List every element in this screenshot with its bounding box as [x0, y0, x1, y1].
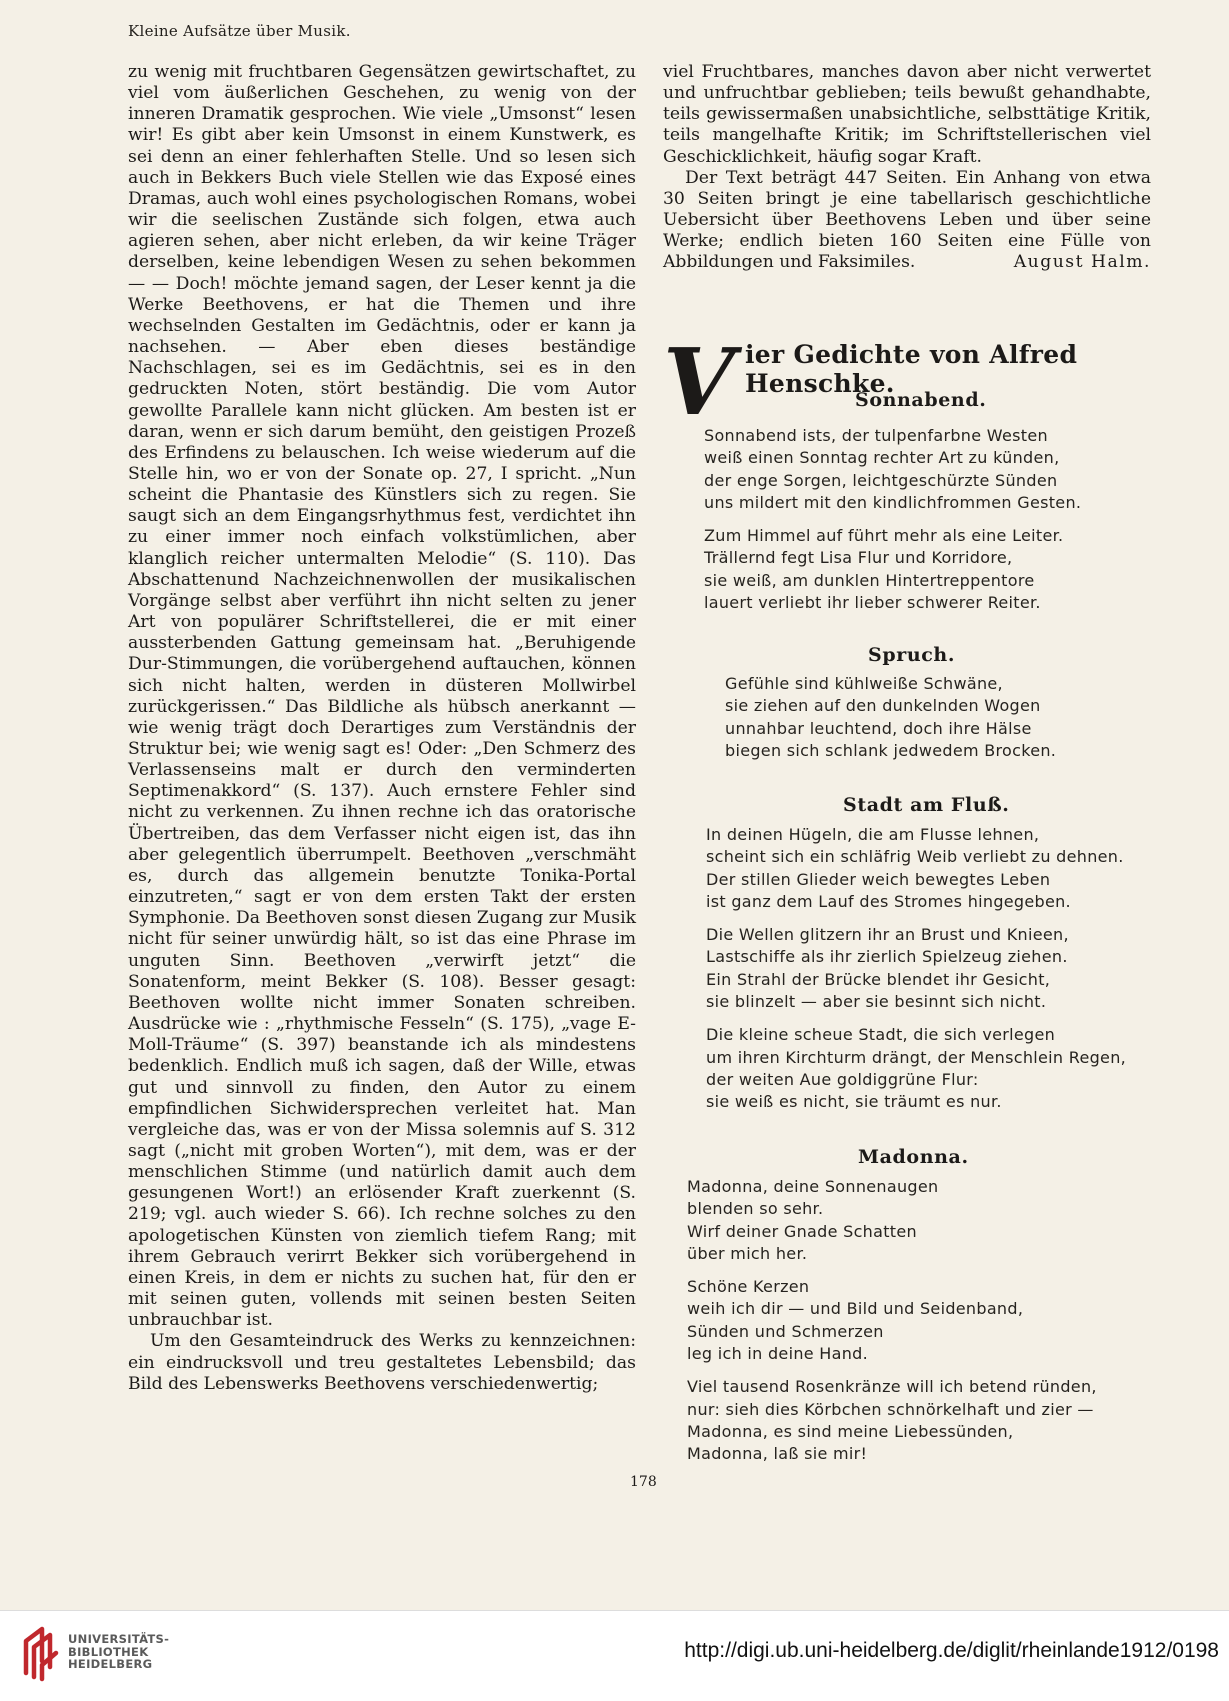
verse-line: sie weiß es nicht, sie träumt es nur.	[706, 1092, 1002, 1112]
verse-line: Trällernd fegt Lisa Flur und Korridore,	[704, 548, 1013, 568]
verse-line: In deinen Hügeln, die am Flusse lehnen,	[706, 825, 1040, 844]
review-signature: August Halm.	[1013, 252, 1151, 273]
verse-line: scheint sich ein schläfrig Weib verliebt zu dehnen.	[706, 847, 1124, 867]
library-name-line: BIBLIOTHEK	[68, 1644, 149, 1659]
verse-line: Die Wellen glitzern ihr an Brust und Knieen,	[706, 925, 1069, 945]
stanza	[687, 1376, 1097, 1465]
left-column	[128, 62, 636, 1395]
verse-line: über mich her.	[687, 1243, 808, 1263]
verse-line: sie blinzelt — aber sie besinnt sich nicht.	[706, 992, 1047, 1012]
verse-line: Zum Himmel auf führt mehr als eine Leiter.	[704, 526, 1064, 546]
review-paragraph-1: viel Fruchtbares, manches davon aber nicht verwertet und unfruchtbar geblieben; teils bewußt gehandhabte, teils gewissermaßen unabsichtliche, selbsttätige Kritik, teils mangelhafte Kritik; im Schriftstellerischen viel Geschicklichkeit, häufig sogar Kraft.	[663, 62, 1151, 167]
poem-title-stadt-am-fluss: Stadt am Fluß.	[843, 794, 1010, 816]
verse-line: biegen sich schlank jedwedem Brocken.	[725, 740, 1057, 760]
running-head: Kleine Aufsätze über Musik.	[128, 22, 351, 40]
stanza	[687, 1176, 1097, 1265]
verse-line: der enge Sorgen, leichtgeschürzte Sünden	[704, 470, 1058, 490]
stanza	[704, 525, 1081, 614]
verse-line: Madonna, es sind meine Liebessünden,	[687, 1421, 1014, 1441]
verse-line: leg ich in deine Hand.	[687, 1344, 869, 1364]
stanza	[704, 425, 1081, 514]
verse-line: Wirf deiner Gnade Schatten	[687, 1221, 917, 1241]
verse-line: Lastschiffe als ihr zierlich Spielzeug ziehen.	[706, 947, 1068, 967]
verse-line: nur: sieh dies Körbchen schnörkelhaft und zier —	[687, 1399, 1094, 1419]
verse-line: sie ziehen auf den dunkelnden Wogen	[725, 696, 1041, 716]
page-number: 178	[630, 1474, 657, 1490]
stanza	[687, 1276, 1097, 1365]
verse-line: Der stillen Glieder weich bewegtes Leben	[706, 869, 1051, 889]
verse-line: Madonna, deine Sonnenaugen	[687, 1177, 939, 1196]
library-logo-icon	[20, 1621, 60, 1683]
poem-title-spruch: Spruch.	[868, 644, 956, 666]
verse-line: um ihren Kirchturm drängt, der Menschlein Regen,	[706, 1047, 1127, 1067]
library-name	[68, 1633, 169, 1671]
poem-stadt-am-fluss	[706, 824, 1126, 1125]
poem-spruch	[725, 673, 1056, 773]
review-paragraph-2-text: Der Text beträgt 447 Seiten. Ein Anhang von etwa 30 Seiten bringt je eine tabellarisch geschichtliche Uebersicht über Beethovens Leben und über seine Werke; endlich bieten 160 Seiten eine Fülle von Abbildungen und Faksimiles.	[663, 167, 1151, 273]
verse-line: Sonnabend ists, der tulpenfarbne Westen	[704, 426, 1048, 445]
verse-line: blenden so sehr.	[687, 1199, 824, 1219]
poem-madonna	[687, 1176, 1097, 1477]
digitization-footer	[0, 1610, 1229, 1701]
verse-line: weih ich dir — und Bild und Seidenband,	[687, 1299, 1024, 1319]
verse-line: lauert verliebt ihr lieber schwerer Reiter.	[704, 593, 1041, 613]
verse-line: Schöne Kerzen	[687, 1277, 810, 1297]
poem-title-madonna: Madonna.	[858, 1146, 969, 1168]
verse-line: der weiten Aue goldiggrüne Flur:	[706, 1069, 979, 1089]
stanza	[706, 924, 1126, 1013]
verse-line: unnahbar leuchtend, doch ihre Hälse	[725, 718, 1032, 738]
permalink-url[interactable]: http://digi.ub.uni-heidelberg.de/diglit/rheinlande1912/0198	[684, 1639, 1219, 1662]
library-name-line: HEIDELBERG	[68, 1657, 153, 1672]
review-continuation	[663, 62, 1151, 274]
verse-line: Sünden und Schmerzen	[687, 1321, 884, 1341]
verse-line: Madonna, laß sie mir!	[687, 1444, 868, 1464]
drop-cap: V	[663, 328, 735, 436]
verse-line: Ein Strahl der Brücke blendet ihr Gesicht,	[706, 969, 1051, 989]
review-paragraph-2	[663, 168, 1151, 274]
verse-line: weiß einen Sonntag rechter Art zu künden,	[704, 448, 1060, 468]
left-paragraph-2: Um den Gesamteindruck des Werks zu kennzeichnen: ein eindrucksvoll und treu gestaltetes Lebensbild; das Bild des Lebenswerks Beethovens verschiedenwertig;	[128, 1331, 636, 1394]
stanza	[706, 824, 1126, 913]
stanza	[725, 673, 1056, 762]
verse-line: Die kleine scheue Stadt, die sich verlegen	[706, 1025, 1056, 1045]
verse-line: uns mildert mit den kindlichfrommen Gesten.	[704, 492, 1082, 512]
verse-line: Viel tausend Rosenkränze will ich betend ründen,	[687, 1377, 1097, 1397]
verse-line: Gefühle sind kühlweiße Schwäne,	[725, 674, 1003, 693]
left-paragraph-1: zu wenig mit fruchtbaren Gegensätzen gewirtschaftet, zu viel vom äußerlichen Geschehen, zu wenig von der inneren Dramatik gesprochen. Wie viele „Umsonst“ lesen wir! Es gibt aber kein Umsonst in einem Kunstwerk, es sei denn an einer fehlerhaften Stelle. Und so lesen sich auch in Bekkers Buch viele Stellen wie das Exposé eines Dramas, auch wohl eines psychologischen Romans, wobei wir die seelischen Zustände sich folgen, etwa auch agieren sehen, aber nicht erleben, da wir keine Träger derselben, keine lebendigen Wesen zu sehen bekommen — — Doch! möchte jemand sagen, der Leser kennt ja die Werke Beethovens, er hat die Themen und ihre wechselnden Gestalten im Gedächtnis, oder er kann ja nachsehen. — Aber eben dieses beständige Nachschlagen, sei es im Gedächtnis, sei es in den gedruckten Noten, stört beständig. Die vom Autor gewollte Parallele kann nicht glücken. Am besten ist er daran, wenn er sich darum bemüht, den geistigen Prozeß des Erfindens zu belauschen. Ich weise wiederum auf die Stelle hin, wo er von der Sonate op. 27, I spricht. „Nun scheint die Phantasie des Künstlers sich zu regen. Sie saugt sich an dem Eingangsrhythmus fest, verdichtet ihn zu einer immer noch einfach volkstümlichen, aber klanglich reicher untermalten Melodie“ (S. 110). Das Abschattenund Nachzeichnenwollen der musikalischen Vorgänge selbst aber verführt ihn nicht selten zu jener Art von populärer Schriftstellerei, die er mit einer aussterbenden Gattung gemeinsam hat. „Beruhigende Dur-Stimmungen, die vorübergehend auftauchen, können sich nicht halten, werden in düsteren Mollwirbel zurückgerissen.“ Das Bildliche als hübsch anerkannt — wie wenig trägt doch Derartiges zum Verständnis der Struktur bei; wie wenig sagt es! Oder: „Den Schmerz des Verlassenseins malt er durch den verminderten Septimenakkord“ (S. 137). Auch ernstere Fehler sind nicht zu verkennen. Zu ihnen rechne ich das oratorische Übertreiben, das dem Verfasser nicht eigen ist, das ihn aber gelegentlich überrumpelt. Beethoven „verschmäht es, durch das allgemein benutzte Tonika-Portal einzutreten,“ sagt er von dem ersten Takt der ersten Symphonie. Da Beethoven sonst diesen Zugang zur Musik nicht für seiner unwürdig hält, so ist das eine Phrase im unguten Sinn. Beethoven „verwirft jetzt“ die Sonatenform, meint Bekker (S. 108). Besser gesagt: Beethoven wollte nicht immer Sonaten schreiben. Ausdrücke wie : „rhythmische Fesseln“ (S. 175), „vage E-Moll-Träume“ (S. 397) beanstande ich als mindestens bedenklich. Endlich muß ich sagen, daß der Wille, etwas gut und sinnvoll zu finden, den Autor zu einem empfindlichen Sichwidersprechen verleitet hat. Man vergleiche das, was er von der Missa solemnis auf S. 312 sagt („nicht mit groben Worten“), mit dem, was er der menschlichen Stimme (und natürlich damit auch dem gesungenen Wort!) an erlösender Kraft zuerkennt (S. 219; vgl. auch wieder S. 66). Ich rechne solches zu den apologetischen Künsten von ziemlich tiefem Rang; mit ihrem Gebrauch verirrt Bekker sich vorübergehend in einen Kreis, in dem er nichts zu suchen hat, für den er mit seinen guten, vollends mit seinen besten Seiten unbrauchbar ist.	[128, 62, 636, 1331]
library-name-line: UNIVERSITÄTS-	[68, 1632, 170, 1646]
poem-title-sonnabend: Sonnabend.	[855, 389, 987, 411]
verse-line: ist ganz dem Lauf des Stromes hingegeben.	[706, 891, 1071, 911]
poem-sonnabend	[704, 425, 1081, 625]
article-title-text: ier Gedichte von Alfred Henschke.	[745, 340, 1078, 398]
verse-line: sie weiß, am dunklen Hintertreppentore	[704, 570, 1035, 590]
stanza	[706, 1024, 1126, 1113]
